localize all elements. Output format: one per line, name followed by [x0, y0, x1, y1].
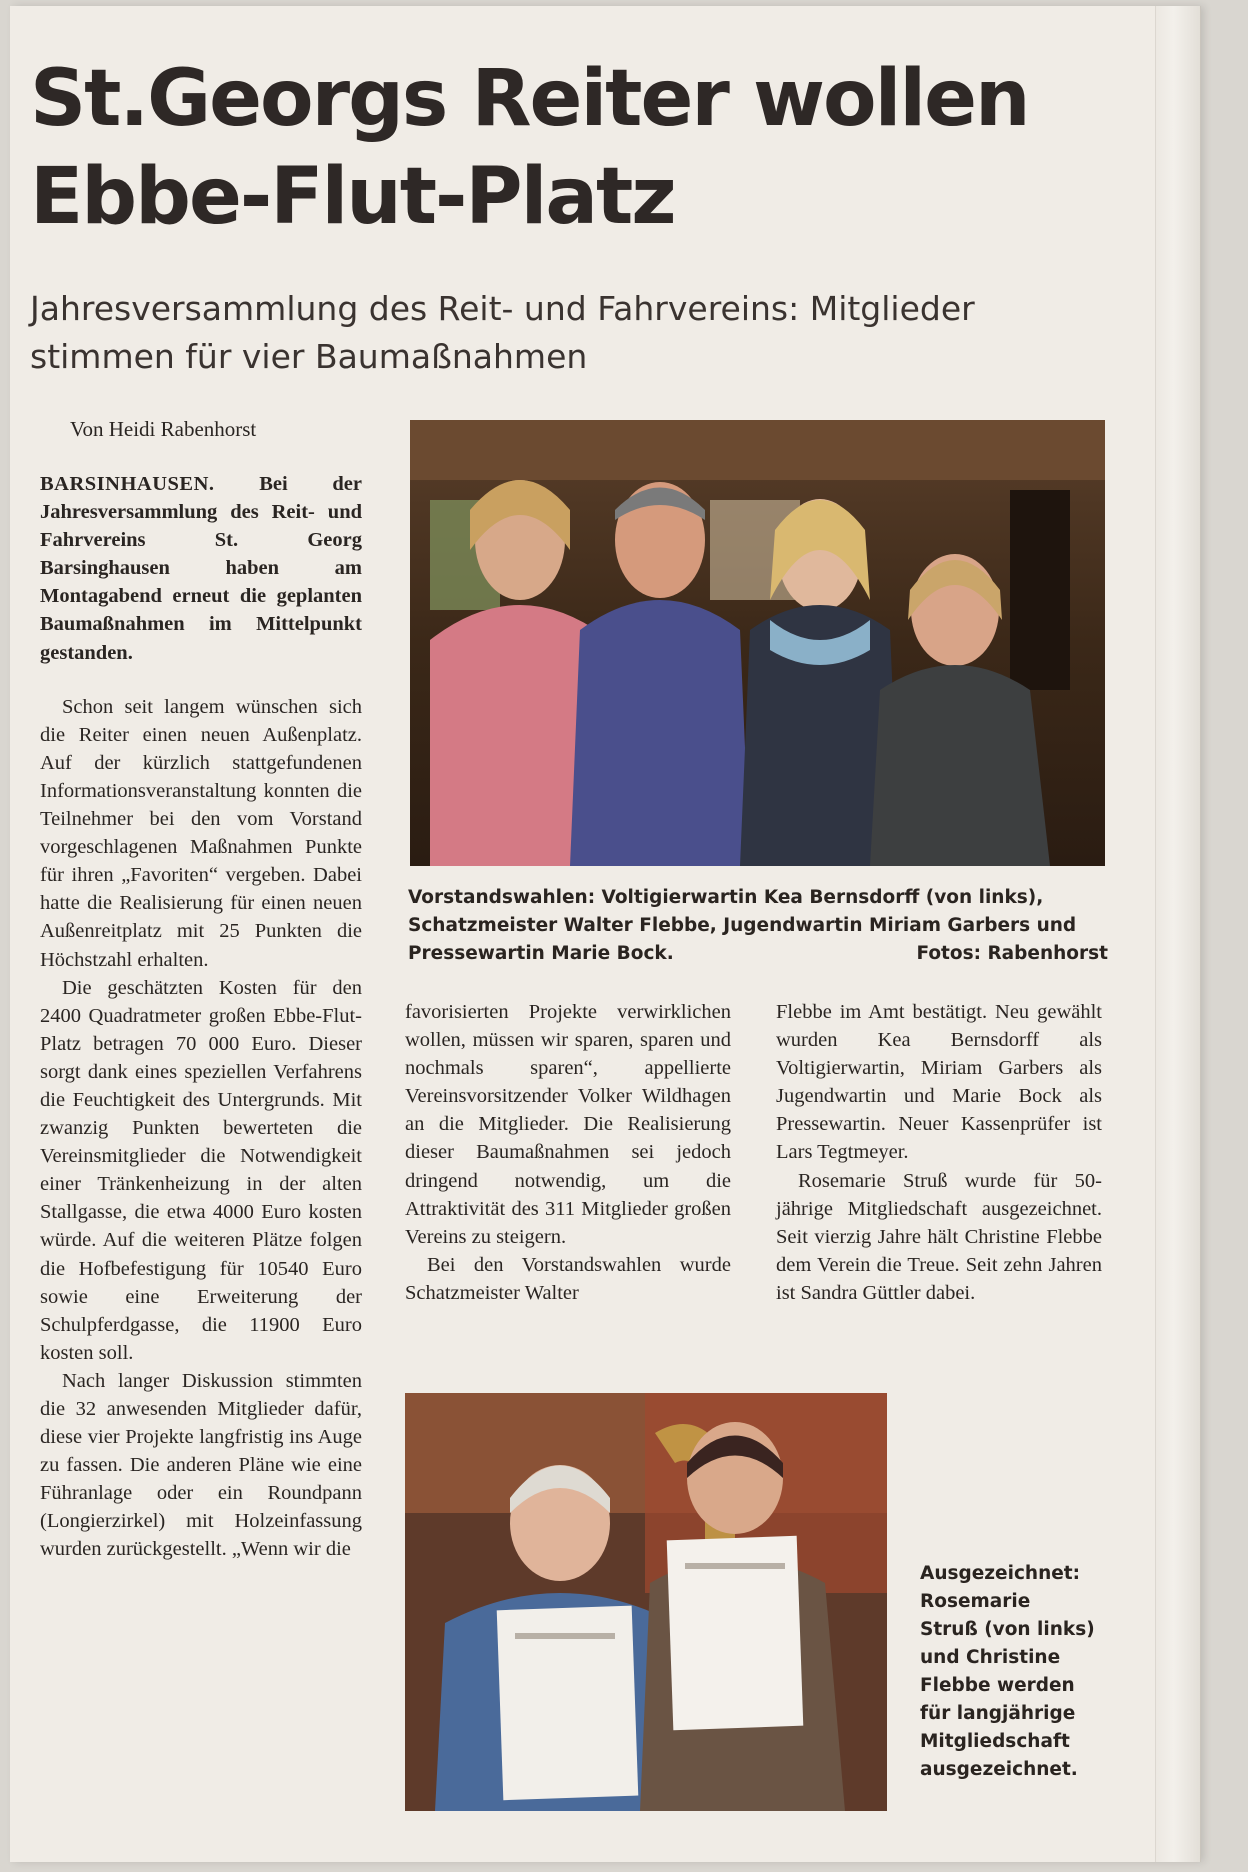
- caption-2-line: Ausgezeichnet:: [920, 1563, 1081, 1584]
- caption-2-line: und Christine: [920, 1647, 1061, 1668]
- caption-2-line: für langjährige: [920, 1703, 1076, 1724]
- article-column-3: [776, 998, 1102, 1307]
- headline: [30, 50, 1130, 246]
- photo-caption-1: [408, 884, 1108, 968]
- dateline-city: BARSINHAUSEN.: [40, 473, 215, 495]
- body-paragraph: favorisierten Projekte verwirklichen wollen, müssen wir sparen, sparen und nochmals sparen“, appellierte Vereinsvorsitzender Volker Wildhagen an die Mitglieder. Die Realisierung dieser Baumaßnahmen sei jedoch dringend notwendig, um die Attraktivität des 311 Mitglieder großen Vereins zu steigern.: [405, 1001, 731, 1248]
- caption-2-line: Struß (von links): [920, 1619, 1095, 1640]
- honors-photo-illustration: [405, 1393, 887, 1811]
- body-paragraph: Flebbe im Amt bestätigt. Neu gewählt wurden Kea Bernsdorff als Voltigierwartin, Miriam Garbers als Jugendwartin und Marie Bock als Pressewartin. Neuer Kassenprüfer ist Lars Tegtmeyer.: [776, 1001, 1102, 1164]
- lead-text: Bei der Jahresversammlung des Reit- und Fahrvereins St. Georg Barsinghausen haben am Montagabend erneut die geplanten Baumaßnahmen im Mittelpunkt gestanden.: [40, 473, 362, 664]
- subheadline: [30, 285, 1130, 381]
- photo-credit: Fotos: Rabenhorst: [916, 943, 1108, 964]
- body-paragraph: Nach langer Diskussion stimmten die 32 anwesenden Mitglieder dafür, diese vier Projekte langfristig ins Auge zu fassen. Die anderen Pläne wie eine Führanlage oder ein Roundpann (Longierzirkel) mit Holzeinfassung wurden zurückgestellt. „Wenn wir die: [40, 1369, 362, 1561]
- photo-caption-2: [920, 1560, 1120, 1784]
- board-election-photo-illustration: [410, 420, 1105, 866]
- caption-2-line: Mitgliedschaft: [920, 1731, 1070, 1752]
- caption-2-line: Flebbe werden: [920, 1675, 1075, 1696]
- body-paragraph: Die geschätzten Kosten für den 2400 Quadratmeter großen Ebbe-Flut-Platz betragen 70 000 Euro. Dieser sorgt dank eines speziellen Verfahrens die Feuchtigkeit des Untergrunds. Mit zwanzig Punkten bewerteten die Vereinsmitglieder die Notwendigkeit einer Tränkenheizung in der alten Stallgasse, die etwa 4000 Euro kosten würde. Auf die weiteren Plätze folgen die Hofbefestigung für 10540 Euro sowie eine Erweiterung der Schulpferdgasse, die 11900 Euro kosten soll.: [40, 976, 362, 1364]
- byline: Von Heidi Rabenhorst: [70, 417, 257, 441]
- body-paragraph: Schon seit langem wünschen sich die Reiter einen neuen Außenplatz. Auf der kürzlich stattgefundenen Informationsveranstaltung konnten die Teilnehmer bei den vom Vorstand vorgeschlagenen Maßnahmen Punkte für ihren „Favoriten“ vergeben. Dabei hatte die Realisierung für einen neuen Außenreitplatz mit 25 Punkten die Höchstzahl erhalten.: [40, 695, 362, 971]
- subheadline-line-2: stimmen für vier Baumaßnahmen: [30, 337, 588, 376]
- caption-2-line: ausgezeichnet.: [920, 1759, 1078, 1780]
- article-column-1: [40, 470, 362, 1564]
- board-election-photo: [410, 420, 1105, 866]
- caption-2-line: Rosemarie: [920, 1591, 1031, 1612]
- headline-line-1: St.Georgs Reiter wollen: [30, 54, 1029, 144]
- subheadline-line-1: Jahresversammlung des Reit- und Fahrvereins: Mitglieder: [30, 289, 975, 328]
- headline-line-2: Ebbe-Flut-Platz: [30, 152, 675, 242]
- article-column-2: [405, 998, 731, 1307]
- honors-photo: [405, 1393, 887, 1811]
- lead-paragraph: [40, 470, 362, 667]
- body-paragraph: Rosemarie Struß wurde für 50-jährige Mitgliedschaft ausgezeichnet. Seit vierzig Jahre hält Christine Flebbe dem Verein die Treue. Seit zehn Jahren ist Sandra Güttler dabei.: [776, 1169, 1102, 1304]
- body-paragraph: Bei den Vorstandswahlen wurde Schatzmeister Walter: [405, 1253, 731, 1304]
- page-fold: [1155, 6, 1200, 1862]
- caption-1-text: Vorstandswahlen: Voltigierwartin Kea Bernsdorff (von links), Schatzmeister Walter Flebbe, Jugendwartin Miriam Garbers und Pressewartin Marie Bock.: [408, 887, 1077, 964]
